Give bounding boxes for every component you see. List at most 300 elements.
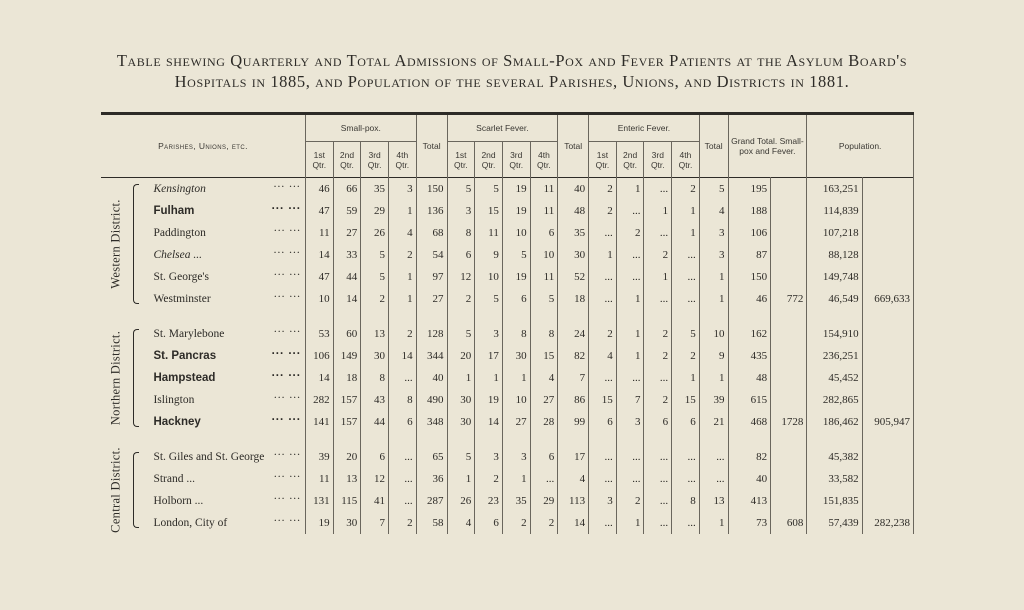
smallpox-total-cell: 58 (416, 512, 447, 534)
smallpox-q1-cell: 14 (305, 367, 333, 389)
enteric-total-cell: 13 (699, 490, 728, 512)
enteric-total-cell: 39 (699, 389, 728, 411)
scarlet-q4-cell: 6 (530, 446, 558, 468)
parish-name-cell (141, 323, 305, 345)
district-grand-total-cell: 608 (771, 512, 807, 534)
parish-name-cell (141, 288, 305, 310)
scarlet-q2-cell: 10 (475, 266, 503, 288)
smallpox-total-cell: 68 (416, 222, 447, 244)
smallpox-q1-cell: 47 (305, 266, 333, 288)
grand-total-cell: 413 (728, 490, 771, 512)
table-row (101, 323, 914, 345)
leader-dots: ... ... (271, 411, 301, 423)
smallpox-q3-cell: 2 (361, 288, 389, 310)
table-row (101, 468, 914, 490)
enteric-q2-cell: 1 (616, 288, 644, 310)
empty-cell (862, 244, 913, 266)
enteric-q1-cell: 4 (589, 345, 617, 367)
district-population-cell: 905,947 (862, 411, 913, 433)
parish-name: St. Pancras (153, 350, 217, 362)
smallpox-q3-cell: 5 (361, 244, 389, 266)
leader-dots: ... ... (273, 468, 301, 480)
enteric-q4-cell: 2 (672, 178, 700, 201)
enteric-q2-cell: 1 (616, 323, 644, 345)
scarlet-q3-cell: 1 (502, 367, 530, 389)
enteric-q2-cell: 2 (616, 490, 644, 512)
scarlet-total-cell: 86 (558, 389, 589, 411)
parish-name: Fulham (153, 205, 195, 217)
ef-q3-header: 3rd Qtr. (644, 142, 672, 178)
scarlet-total-cell: 7 (558, 367, 589, 389)
grand-total-cell: 87 (728, 244, 771, 266)
empty-cell (771, 468, 807, 490)
smallpox-q3-cell: 7 (361, 512, 389, 534)
enteric-total-cell: 1 (699, 512, 728, 534)
smallpox-q4-cell: ... (388, 446, 416, 468)
enteric-q1-cell: ... (589, 468, 617, 490)
enteric-q2-cell: 1 (616, 345, 644, 367)
spacer-cell (361, 433, 389, 446)
scarlet-fever-header: Scarlet Fever. (447, 114, 558, 142)
smallpox-total-cell: 65 (416, 446, 447, 468)
enteric-q1-cell: ... (589, 512, 617, 534)
smallpox-total-cell: 490 (416, 389, 447, 411)
spacer-cell (305, 433, 333, 446)
parish-name: Paddington (153, 227, 206, 239)
leader-dots: ... ... (273, 222, 301, 234)
parish-name-cell (141, 178, 305, 201)
smallpox-q2-cell: 33 (333, 244, 361, 266)
enteric-q1-cell: ... (589, 266, 617, 288)
empty-cell (771, 323, 807, 345)
smallpox-q1-cell: 106 (305, 345, 333, 367)
leader-dots: ... ... (273, 178, 301, 190)
district-brace-cell (131, 178, 142, 311)
smallpox-q4-cell: ... (388, 468, 416, 490)
enteric-q1-cell: 6 (589, 411, 617, 433)
spacer-cell (558, 310, 589, 323)
parish-name-cell (141, 512, 305, 534)
smallpox-q3-cell: 8 (361, 367, 389, 389)
scarlet-total-cell: 18 (558, 288, 589, 310)
smallpox-total-cell: 54 (416, 244, 447, 266)
scarlet-total-cell: 24 (558, 323, 589, 345)
leader-dots: ... ... (273, 446, 301, 458)
grand-total-cell: 150 (728, 266, 771, 288)
enteric-q2-cell: ... (616, 244, 644, 266)
scarlet-q4-cell: ... (530, 468, 558, 490)
smallpox-total-cell: 36 (416, 468, 447, 490)
spacer-cell (502, 310, 530, 323)
parish-name-cell (141, 222, 305, 244)
smallpox-q2-cell: 157 (333, 389, 361, 411)
parish-name: Strand ... (153, 473, 195, 485)
population-cell: 114,839 (807, 200, 862, 222)
scarlet-q3-cell: 8 (502, 323, 530, 345)
smallpox-q1-cell: 46 (305, 178, 333, 201)
smallpox-q1-cell: 53 (305, 323, 333, 345)
district-brace (133, 184, 139, 304)
enteric-q2-cell: ... (616, 446, 644, 468)
leader-dots: ... ... (271, 367, 301, 379)
smallpox-total-cell: 348 (416, 411, 447, 433)
smallpox-total-cell: 344 (416, 345, 447, 367)
scarlet-total-cell: 17 (558, 446, 589, 468)
leader-dots: ... ... (273, 490, 301, 502)
scarlet-q1-cell: 30 (447, 389, 475, 411)
scarlet-total-header: Total (558, 114, 589, 178)
table-row (101, 367, 914, 389)
parish-name-cell (141, 468, 305, 490)
enteric-q1-cell: 2 (589, 323, 617, 345)
smallpox-q1-cell: 47 (305, 200, 333, 222)
empty-cell (771, 244, 807, 266)
grand-total-header: Grand Total. Small-pox and Fever. (728, 114, 807, 178)
spacer-cell (131, 433, 142, 446)
sf-q2-header: 2nd Qtr. (475, 142, 503, 178)
enteric-total-cell: 1 (699, 266, 728, 288)
smallpox-q3-cell: 5 (361, 266, 389, 288)
enteric-q3-cell: ... (644, 490, 672, 512)
table-row (101, 389, 914, 411)
spacer-cell (530, 433, 558, 446)
spacer-cell (447, 433, 475, 446)
scarlet-q1-cell: 26 (447, 490, 475, 512)
enteric-q2-cell: ... (616, 266, 644, 288)
scarlet-q4-cell: 27 (530, 389, 558, 411)
population-cell: 151,835 (807, 490, 862, 512)
spacer-cell (416, 310, 447, 323)
population-cell: 107,218 (807, 222, 862, 244)
empty-cell (771, 266, 807, 288)
spacer-cell (475, 310, 503, 323)
scarlet-q4-cell: 6 (530, 222, 558, 244)
table-row (101, 411, 914, 433)
spacer-cell (333, 433, 361, 446)
ef-q2-header: 2nd Qtr. (616, 142, 644, 178)
scarlet-q2-cell: 3 (475, 323, 503, 345)
scarlet-q2-cell: 23 (475, 490, 503, 512)
smallpox-q1-cell: 131 (305, 490, 333, 512)
scarlet-q4-cell: 8 (530, 323, 558, 345)
spacer-cell (807, 310, 862, 323)
smallpox-q3-cell: 26 (361, 222, 389, 244)
spacer-cell (644, 433, 672, 446)
spacer-cell (728, 310, 771, 323)
enteric-q2-cell: 2 (616, 222, 644, 244)
enteric-q3-cell: 2 (644, 244, 672, 266)
sp-q4-header: 4th Qtr. (388, 142, 416, 178)
table-row (101, 200, 914, 222)
spacer-cell (771, 433, 807, 446)
population-cell: 149,748 (807, 266, 862, 288)
table-row (101, 446, 914, 468)
population-cell: 154,910 (807, 323, 862, 345)
spacer-cell (699, 310, 728, 323)
scarlet-q3-cell: 30 (502, 345, 530, 367)
parish-name: Hackney (153, 416, 201, 428)
parish-name-cell (141, 490, 305, 512)
scarlet-q4-cell: 10 (530, 244, 558, 266)
scarlet-q4-cell: 11 (530, 266, 558, 288)
scarlet-total-cell: 14 (558, 512, 589, 534)
spacer-cell (388, 310, 416, 323)
grand-total-cell: 435 (728, 345, 771, 367)
scarlet-q1-cell: 20 (447, 345, 475, 367)
grand-total-cell: 46 (728, 288, 771, 310)
scarlet-q2-cell: 2 (475, 468, 503, 490)
parish-name: Hampstead (153, 372, 216, 384)
grand-total-cell: 82 (728, 446, 771, 468)
scarlet-q4-cell: 11 (530, 178, 558, 201)
enteric-q4-cell: ... (672, 446, 700, 468)
parish-name: Chelsea ... (153, 249, 203, 261)
spacer-cell (361, 310, 389, 323)
enteric-q2-cell: 1 (616, 178, 644, 201)
enteric-q1-cell: 3 (589, 490, 617, 512)
scarlet-q4-cell: 15 (530, 345, 558, 367)
scarlet-total-cell: 113 (558, 490, 589, 512)
district-name: Western District. (108, 199, 123, 289)
grand-total-cell: 48 (728, 367, 771, 389)
district-brace-cell (131, 323, 142, 433)
spacer-cell (672, 433, 700, 446)
smallpox-q2-cell: 30 (333, 512, 361, 534)
ef-q1-header: 1st Qtr. (589, 142, 617, 178)
scarlet-total-cell: 82 (558, 345, 589, 367)
population-cell: 236,251 (807, 345, 862, 367)
scarlet-total-cell: 40 (558, 178, 589, 201)
sf-q3-header: 3rd Qtr. (502, 142, 530, 178)
scarlet-q2-cell: 17 (475, 345, 503, 367)
enteric-total-cell: ... (699, 446, 728, 468)
enteric-q1-cell: 2 (589, 178, 617, 201)
scarlet-q3-cell: 10 (502, 389, 530, 411)
district-label-cell (101, 323, 131, 433)
grand-total-cell: 106 (728, 222, 771, 244)
smallpox-total-cell: 150 (416, 178, 447, 201)
smallpox-total-header: Total (416, 114, 447, 178)
enteric-q4-cell: 15 (672, 389, 700, 411)
table-row (101, 490, 914, 512)
empty-cell (862, 178, 913, 201)
leader-dots: ... ... (273, 244, 301, 256)
smallpox-q2-cell: 18 (333, 367, 361, 389)
smallpox-q2-cell: 60 (333, 323, 361, 345)
leader-dots: ... ... (273, 266, 301, 278)
enteric-q2-cell: ... (616, 367, 644, 389)
population-cell: 186,462 (807, 411, 862, 433)
leader-dots: ... ... (273, 323, 301, 335)
scarlet-q4-cell: 11 (530, 200, 558, 222)
smallpox-q3-cell: 30 (361, 345, 389, 367)
smallpox-q2-cell: 14 (333, 288, 361, 310)
smallpox-q2-cell: 157 (333, 411, 361, 433)
district-name: Central District. (108, 447, 123, 533)
district-grand-total-cell: 772 (771, 288, 807, 310)
scarlet-q1-cell: 3 (447, 200, 475, 222)
admissions-table (101, 112, 914, 534)
parish-name: Kensington (153, 183, 206, 195)
smallpox-q4-cell: 4 (388, 222, 416, 244)
enteric-total-cell: 5 (699, 178, 728, 201)
table-row (101, 512, 914, 534)
smallpox-q1-cell: 19 (305, 512, 333, 534)
parish-name: St. George's (153, 271, 209, 283)
enteric-q3-cell: 6 (644, 411, 672, 433)
enteric-q2-cell: 7 (616, 389, 644, 411)
smallpox-q3-cell: 13 (361, 323, 389, 345)
smallpox-q1-cell: 10 (305, 288, 333, 310)
parish-name: Holborn ... (153, 495, 204, 507)
scarlet-q3-cell: 6 (502, 288, 530, 310)
smallpox-q3-cell: 29 (361, 200, 389, 222)
smallpox-q4-cell: 1 (388, 288, 416, 310)
scarlet-q1-cell: 1 (447, 468, 475, 490)
scarlet-total-cell: 4 (558, 468, 589, 490)
enteric-q4-cell: 2 (672, 345, 700, 367)
grand-total-cell: 615 (728, 389, 771, 411)
spacer-cell (416, 433, 447, 446)
enteric-q4-cell: ... (672, 468, 700, 490)
scarlet-q2-cell: 5 (475, 178, 503, 201)
smallpox-q4-cell: 1 (388, 266, 416, 288)
district-spacer (101, 310, 914, 323)
scarlet-q3-cell: 1 (502, 468, 530, 490)
smallpox-q1-cell: 39 (305, 446, 333, 468)
population-cell: 163,251 (807, 178, 862, 201)
enteric-q3-cell: ... (644, 178, 672, 201)
leader-dots: ... ... (271, 345, 301, 357)
enteric-q3-cell: 2 (644, 345, 672, 367)
table-row (101, 288, 914, 310)
empty-cell (771, 345, 807, 367)
scarlet-q3-cell: 2 (502, 512, 530, 534)
empty-cell (862, 200, 913, 222)
empty-cell (862, 389, 913, 411)
enteric-q1-cell: ... (589, 222, 617, 244)
empty-cell (862, 468, 913, 490)
sp-q2-header: 2nd Qtr. (333, 142, 361, 178)
parishes-header: Parishes, Unions, etc. (101, 114, 305, 178)
spacer-cell (530, 310, 558, 323)
spacer-cell (447, 310, 475, 323)
spacer-cell (589, 310, 617, 323)
scarlet-q4-cell: 29 (530, 490, 558, 512)
enteric-total-cell: 9 (699, 345, 728, 367)
smallpox-total-cell: 40 (416, 367, 447, 389)
spacer-cell (672, 310, 700, 323)
enteric-q1-cell: ... (589, 446, 617, 468)
smallpox-q1-cell: 14 (305, 244, 333, 266)
scarlet-q3-cell: 10 (502, 222, 530, 244)
district-brace-cell (131, 446, 142, 534)
spacer-cell (141, 433, 305, 446)
sp-q1-header: 1st Qtr. (305, 142, 333, 178)
scarlet-q2-cell: 14 (475, 411, 503, 433)
smallpox-total-cell: 97 (416, 266, 447, 288)
smallpox-q3-cell: 43 (361, 389, 389, 411)
ef-q4-header: 4th Qtr. (672, 142, 700, 178)
parish-name-cell (141, 446, 305, 468)
enteric-q2-cell: ... (616, 200, 644, 222)
empty-cell (771, 389, 807, 411)
smallpox-q2-cell: 115 (333, 490, 361, 512)
smallpox-q1-cell: 11 (305, 468, 333, 490)
district-grand-total-cell: 1728 (771, 411, 807, 433)
scarlet-q1-cell: 2 (447, 288, 475, 310)
spacer-cell (589, 433, 617, 446)
empty-cell (862, 323, 913, 345)
district-spacer (101, 433, 914, 446)
parish-name-cell (141, 367, 305, 389)
parish-name: Islington (153, 394, 195, 406)
district-name: Northern District. (108, 330, 123, 426)
enteric-total-cell: 3 (699, 222, 728, 244)
scarlet-q2-cell: 1 (475, 367, 503, 389)
enteric-total-cell: 1 (699, 288, 728, 310)
enteric-q3-cell: ... (644, 468, 672, 490)
spacer-cell (699, 433, 728, 446)
leader-dots: ... ... (271, 200, 301, 212)
smallpox-q3-cell: 12 (361, 468, 389, 490)
grand-total-cell: 188 (728, 200, 771, 222)
parish-name: London, City of (153, 517, 228, 529)
smallpox-q2-cell: 149 (333, 345, 361, 367)
scarlet-q1-cell: 4 (447, 512, 475, 534)
empty-cell (862, 446, 913, 468)
smallpox-q4-cell: 8 (388, 389, 416, 411)
empty-cell (771, 446, 807, 468)
spacer-cell (141, 310, 305, 323)
population-cell: 45,382 (807, 446, 862, 468)
smallpox-total-cell: 27 (416, 288, 447, 310)
smallpox-q2-cell: 44 (333, 266, 361, 288)
table-row (101, 244, 914, 266)
empty-cell (771, 490, 807, 512)
smallpox-q2-cell: 59 (333, 200, 361, 222)
table-body (101, 178, 914, 535)
scarlet-q3-cell: 19 (502, 178, 530, 201)
smallpox-q4-cell: ... (388, 490, 416, 512)
district-population-cell: 669,633 (862, 288, 913, 310)
enteric-total-cell: 10 (699, 323, 728, 345)
empty-cell (771, 367, 807, 389)
smallpox-q4-cell: ... (388, 367, 416, 389)
smallpox-q4-cell: 2 (388, 512, 416, 534)
smallpox-total-cell: 128 (416, 323, 447, 345)
scarlet-q1-cell: 5 (447, 446, 475, 468)
population-cell: 46,549 (807, 288, 862, 310)
enteric-q4-cell: 5 (672, 323, 700, 345)
enteric-q1-cell: 2 (589, 200, 617, 222)
population-cell: 88,128 (807, 244, 862, 266)
enteric-q3-cell: ... (644, 446, 672, 468)
smallpox-header: Small-pox. (305, 114, 416, 142)
population-cell: 33,582 (807, 468, 862, 490)
parish-name: St. Giles and St. George (153, 451, 265, 463)
smallpox-q4-cell: 2 (388, 244, 416, 266)
parish-name: Westminster (153, 293, 211, 305)
scarlet-q1-cell: 12 (447, 266, 475, 288)
parish-name-cell (141, 266, 305, 288)
table-header (101, 114, 914, 178)
grand-total-cell: 162 (728, 323, 771, 345)
enteric-q2-cell: 3 (616, 411, 644, 433)
spacer-cell (305, 310, 333, 323)
enteric-q4-cell: ... (672, 244, 700, 266)
spacer-cell (644, 310, 672, 323)
